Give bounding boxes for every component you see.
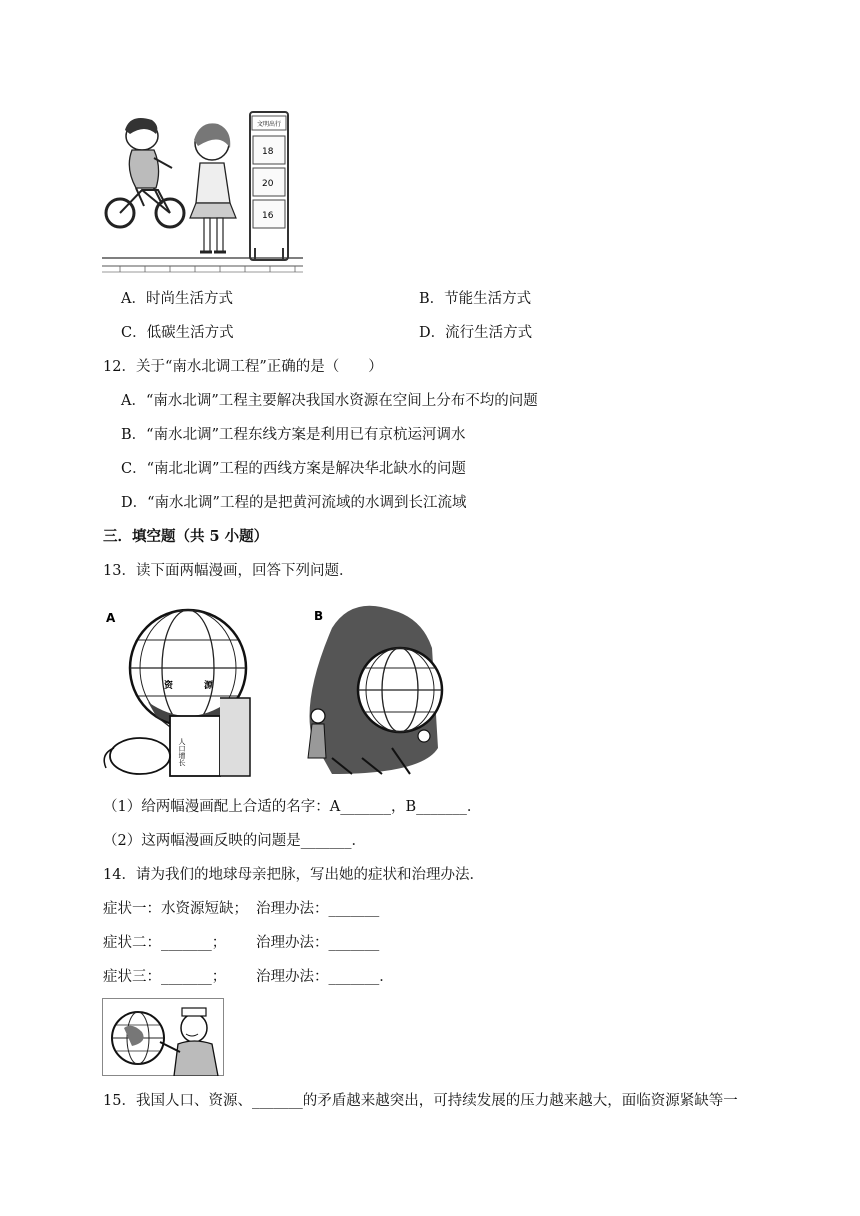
q14-treatment-3: 治理办法：_______． [256, 969, 394, 985]
q12-stem: 12．关于“南水北调工程”正确的是（ ） [103, 359, 383, 375]
q14-symptom-3: 症状三：_______； [103, 969, 227, 985]
q12-option-b: B．“南水北调”工程东线方案是利用已有京杭运河调水 [121, 427, 466, 443]
q11-cartoon-illustration [100, 108, 305, 278]
q12-option-d: D．“南水北调”工程的是把黄河流域的水调到长江流域 [121, 495, 467, 511]
q14-symptom-2: 症状二：_______； [103, 935, 227, 951]
q14-doctor-globe-illustration [102, 998, 224, 1076]
q11-option-c: C．低碳生活方式 [121, 325, 234, 341]
bag-label: 人口增长 [178, 738, 186, 766]
q13-cartoon-b [292, 598, 444, 780]
q11-option-a: A．时尚生活方式 [121, 291, 233, 307]
q15-stem: 15．我国人口、资源、_______的矛盾越来越突出，可持续发展的压力越来越大，面临资源紧缺等一 [103, 1093, 738, 1109]
q11-option-b: B．节能生活方式 [419, 291, 532, 307]
q11-option-d: D．流行生活方式 [419, 325, 533, 341]
balloon-label-right: 源 [204, 681, 214, 691]
sign-title: 文明出行 [256, 121, 282, 128]
q13-stem: 13．读下面两幅漫画，回答下列问题． [103, 563, 354, 579]
q14-treatment-2: 治理办法：_______ [256, 935, 380, 951]
section-heading-fill-in: 三．填空题（共 5 小题） [103, 528, 269, 545]
q14-stem: 14．请为我们的地球母亲把脉，写出她的症状和治理办法． [103, 867, 484, 883]
q12-option-a: A．“南水北调”工程主要解决我国水资源在空间上分布不均的问题 [121, 393, 538, 409]
sign-number-2: 20 [262, 179, 274, 189]
q13-sub-question-2: （2）这两幅漫画反映的问题是_______． [103, 833, 366, 849]
q13-sub-question-1: （1）给两幅漫画配上合适的名字：A_______，B_______． [103, 799, 482, 815]
balloon-label-left: 资 [164, 681, 174, 691]
sign-number-1: 18 [262, 147, 274, 157]
cartoon-b-letter: B [314, 609, 324, 623]
q14-symptom-1: 症状一：水资源短缺； [103, 901, 248, 917]
q14-treatment-1: 治理办法：_______ [256, 901, 380, 917]
sign-number-3: 16 [262, 211, 274, 221]
q12-option-c: C．“南北北调”工程的西线方案是解决华北缺水的问题 [121, 461, 466, 477]
cartoon-a-letter: A [106, 611, 116, 625]
q13-cartoon-a [100, 598, 280, 780]
